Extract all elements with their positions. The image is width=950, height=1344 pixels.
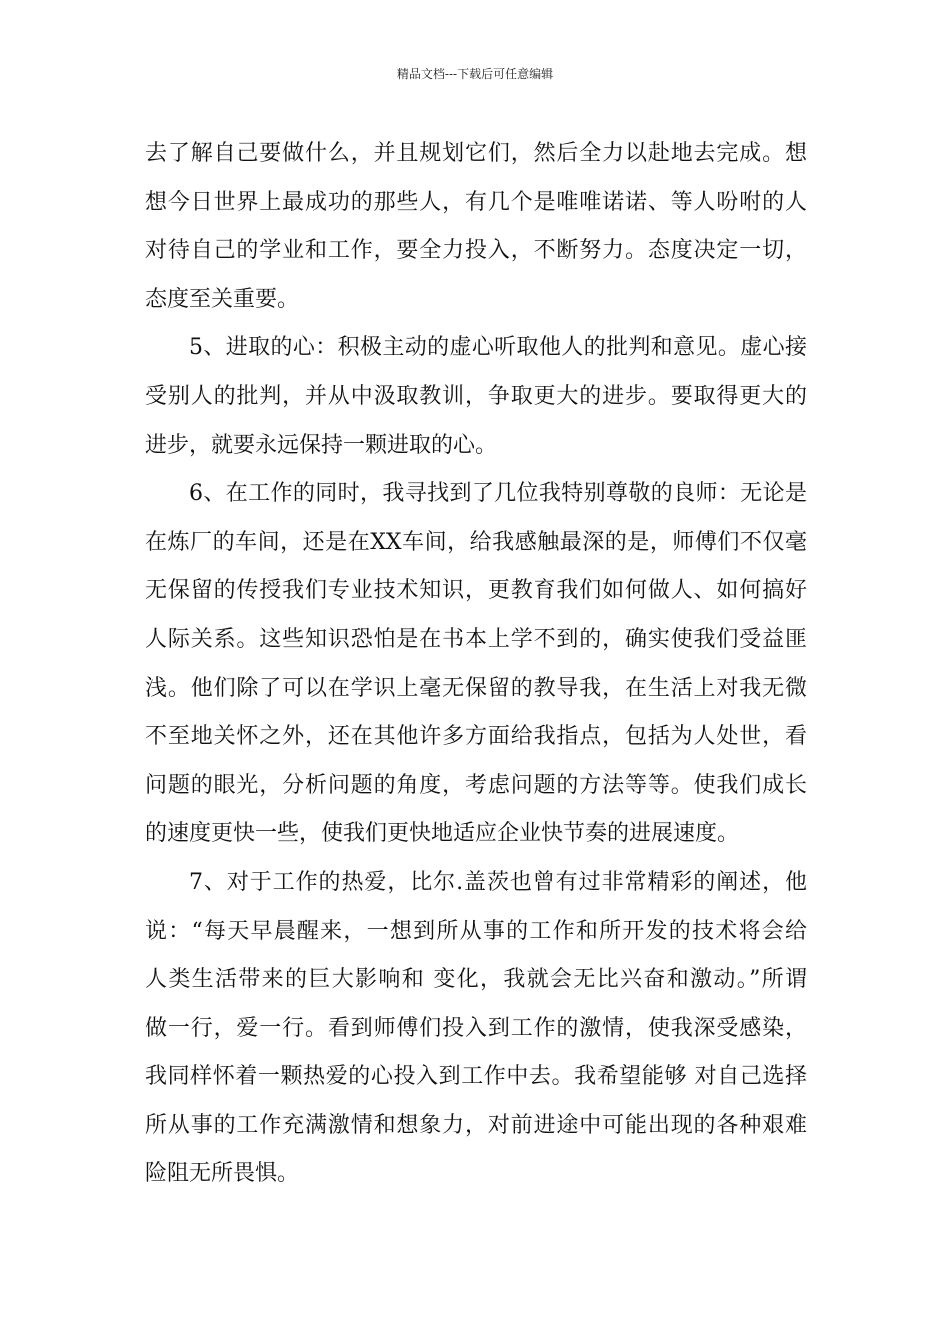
text-line: 浅。他们除了可以在学识上毫无保留的教导我，在生活上对我无微 <box>145 675 807 701</box>
text-line: 不至地关怀之外，还在其他许多方面给我指点，包括为人处世，看 <box>145 724 807 750</box>
text-line: 无保留的传授我们专业技术知识，更教育我们如何做人、如何搞好 <box>145 578 807 604</box>
text-line: 进步，就要永远保持一颗进取的心。 <box>145 432 498 458</box>
text-line: 受别人的批判，并从中汲取教训，争取更大的进步。要取得更大的 <box>145 383 807 409</box>
paragraph-6-start: 6、在工作的同时，我寻找到了几位我特别尊敬的良师：无论是 <box>189 481 807 507</box>
text-line: 去了解自己要做什么，并且规划它们，然后全力以赴地去完成。想 <box>145 141 807 166</box>
text-line: 对待自己的学业和工作，要全力投入，不断努力。态度决定一切， <box>145 238 807 264</box>
text-line: 人类生活带来的巨大影响和 变化，我就会无比兴奋和激动。”所谓 <box>145 967 807 993</box>
document-body <box>145 130 807 1199</box>
text-line: 的速度更快一些，使我们更快地适应企业快节奏的进展速度。 <box>145 821 740 847</box>
paragraph-5-start: 5、进取的心：积极主动的虚心听取他人的批判和意见。虚心接 <box>189 335 807 361</box>
text-line: 人际关系。这些知识恐怕是在书本上学不到的，确实使我们受益匪 <box>145 626 807 652</box>
text-line: 险阻无所畏惧。 <box>145 1161 300 1187</box>
text-line: 我同样怀着一颗热爱的心投入到工作中去。我希望能够 对自己选择 <box>145 1064 807 1090</box>
paragraph-7-start: 7、对于工作的热爱，比尔.盖茨也曾有过非常精彩的阐述，他 <box>189 869 807 895</box>
text-line: 做一行，爱一行。看到师傅们投入到工作的激情，使我深受感染， <box>145 1015 807 1041</box>
text-line: 所从事的工作充满激情和想象力，对前进途中可能出现的各种艰难 <box>145 1112 807 1138</box>
page-header: 精品文档---下载后可任意编辑 <box>396 67 554 81</box>
text-line: 在炼厂的车间，还是在XX车间，给我感触最深的是，师傅们不仅毫 <box>145 529 807 555</box>
text-line: 问题的眼光，分析问题的角度，考虑问题的方法等等。使我们成长 <box>145 772 807 798</box>
text-line: 态度至关重要。 <box>145 286 300 312</box>
text-line: 想今日世界上最成功的那些人，有几个是唯唯诺诺、等人吩咐的人 <box>145 189 807 215</box>
text-line: 说：“每天早晨醒来，一想到所从事的工作和所开发的技术将会给 <box>145 918 807 944</box>
